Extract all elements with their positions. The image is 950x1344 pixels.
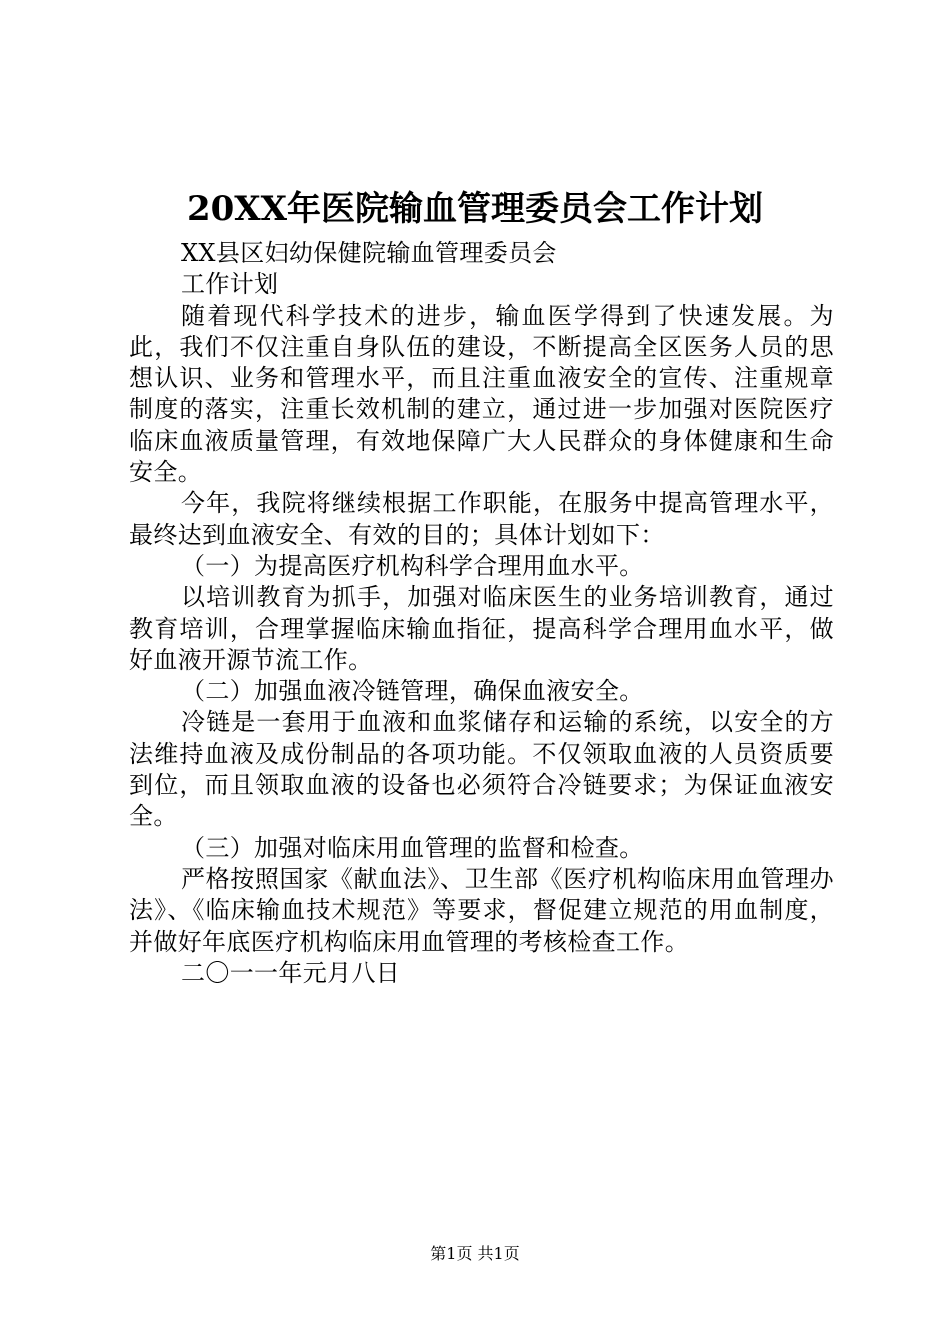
section-heading-2: （二）加强血液冷链管理，确保血液安全。 <box>181 677 644 706</box>
page-footer: 第1页 共1页 <box>430 1244 520 1263</box>
paragraph-organization: XX县区妇幼保健院输血管理委员会 <box>181 239 557 267</box>
document-date: 二〇一一年元月八日 <box>181 958 401 987</box>
paragraph-intro: 随着现代科学技术的进步，输血医学得到了快速发展。为此，我们不仅注重自身队伍的建设，不断提高全区医务人员的思想认识、业务和管理水平，而且注重血液安全的宣传、注重规章制度的落实，注重长效机制的建立，通过进一步加强对医院医疗临床血液质量管理，有效地保障广大人民群众的身体健康和生命安全。 <box>129 301 834 487</box>
paragraph-section-3: 严格按照国家《献血法》、卫生部《医疗机构临床用血管理办法》、《临床输血技术规范》等要求，督促建立规范的用血制度，并做好年底医疗机构临床用血管理的考核检查工作。 <box>129 864 834 956</box>
paragraph-section-2: 冷链是一套用于血液和血浆储存和运输的系统，以安全的方法维持血液及成份制品的各项功能。不仅领取血液的人员资质要到位，而且领取血液的设备也必须符合冷链要求；为保证血液安全。 <box>129 708 834 831</box>
document-body <box>129 238 834 989</box>
document-title: 20XX年医院输血管理委员会工作计划 <box>186 189 764 229</box>
section-heading-3: （三）加强对临床用血管理的监督和检查。 <box>181 833 644 862</box>
paragraph-section-1: 以培训教育为抓手，加强对临床医生的业务培训教育，通过教育培训，合理掌握临床输血指征，提高科学合理用血水平，做好血液开源节流工作。 <box>129 583 834 674</box>
paragraph-subtitle: 工作计划 <box>181 270 279 299</box>
paragraph-plan-overview: 今年，我院将继续根据工作职能，在服务中提高管理水平，最终达到血液安全、有效的目的；具体计划如下： <box>129 489 834 549</box>
section-heading-1: （一）为提高医疗机构科学合理用血水平。 <box>181 551 644 580</box>
